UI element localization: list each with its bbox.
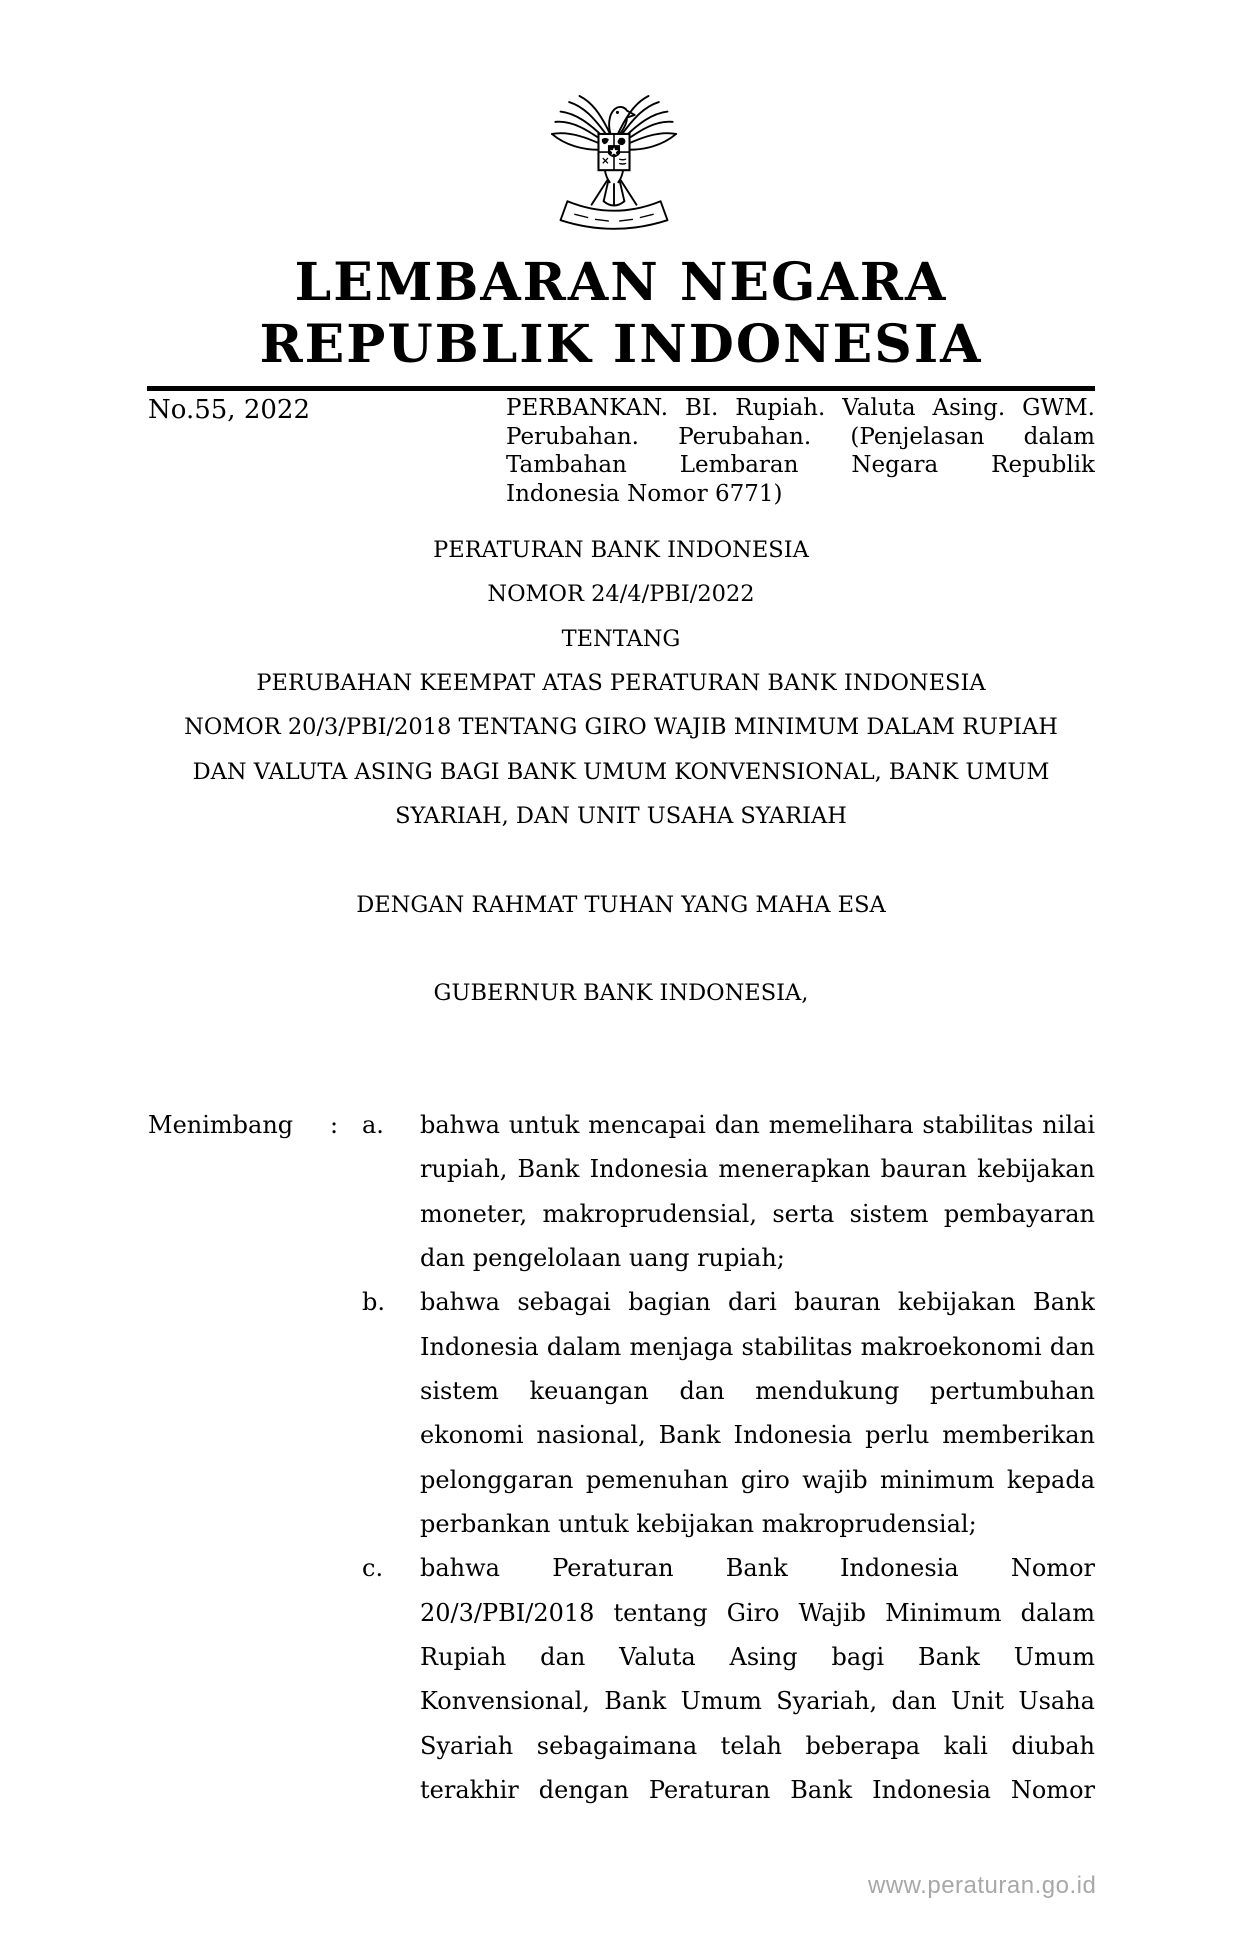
regulation-heading-block <box>147 528 1095 1016</box>
considerations-list <box>362 1103 1095 1812</box>
gazette-title-line1: LEMBARAN NEGARA <box>294 252 948 313</box>
regulation-title-line: PERUBAHAN KEEMPAT ATAS PERATURAN BANK INDONESIA <box>256 669 986 696</box>
consideration-item-b <box>362 1280 1095 1546</box>
consideration-item-c <box>362 1546 1095 1812</box>
item-text <box>420 1546 1095 1812</box>
spacer <box>147 838 1095 882</box>
gazette-masthead <box>147 252 1095 376</box>
subject-line: Perubahan. Perubahan. (Penjelasan dalam <box>506 423 1095 450</box>
consideration-line: Syariah sebagaimana telah beberapa kali diubah <box>420 1731 1095 1760</box>
considerations-colon: : <box>330 1111 339 1139</box>
item-letter: a. <box>362 1111 384 1139</box>
consideration-line: bahwa sebagai bagian dari bauran kebijakan Bank <box>420 1288 1095 1317</box>
footer-website: www.peraturan.go.id <box>868 1872 1097 1899</box>
consideration-line: terakhir dengan Peraturan Bank Indonesia Nomor <box>420 1775 1095 1804</box>
regulation-number: NOMOR 24/4/PBI/2022 <box>487 581 755 608</box>
item-letter: c. <box>362 1554 384 1583</box>
subject-line: Indonesia Nomor 6771) <box>506 480 783 507</box>
consideration-line: pelonggaran pemenuhan giro wajib minimum kepada <box>420 1465 1095 1494</box>
item-text <box>420 1280 1095 1546</box>
consideration-line: Konvensional, Bank Umum Syariah, dan Unit Usaha <box>420 1687 1095 1716</box>
invocation-line: DENGAN RAHMAT TUHAN YANG MAHA ESA <box>356 891 886 918</box>
regulation-about-word: TENTANG <box>561 625 681 652</box>
regulation-type: PERATURAN BANK INDONESIA <box>433 537 809 563</box>
subject-line: PERBANKAN. BI. Rupiah. Valuta Asing. GWM. <box>506 395 1095 421</box>
consideration-line: dan pengelolaan uang rupiah; <box>420 1243 785 1272</box>
consideration-item-a <box>362 1103 1095 1280</box>
considerations-label: Menimbang <box>148 1111 294 1139</box>
subject-abstract <box>506 394 1095 508</box>
consideration-line: rupiah, Bank Indonesia menerapkan bauran kebijakan <box>420 1155 1095 1184</box>
consideration-line: 20/3/PBI/2018 tentang Giro Wajib Minimum dalam <box>420 1598 1095 1627</box>
garuda-icon <box>545 84 683 246</box>
masthead-divider-rule <box>147 386 1095 391</box>
consideration-line: Indonesia dalam menjaga stabilitas makroekonomi dan <box>420 1332 1095 1361</box>
consideration-line: bahwa Peraturan Bank Indonesia Nomor <box>420 1554 1095 1583</box>
consideration-line: bahwa untuk mencapai dan memelihara stabilitas nilai <box>420 1111 1095 1139</box>
subject-line: Tambahan Lembaran Negara Republik <box>506 452 1095 479</box>
consideration-line: sistem keuangan dan mendukung pertumbuhan <box>420 1376 1095 1405</box>
edition-number: No.55, 2022 <box>148 395 310 425</box>
garuda-pancasila-emblem <box>545 84 683 246</box>
consideration-line: Rupiah dan Valuta Asing bagi Bank Umum <box>420 1642 1095 1671</box>
item-text <box>420 1103 1095 1280</box>
spacer <box>147 927 1095 971</box>
regulation-title-line: SYARIAH, DAN UNIT USAHA SYARIAH <box>395 802 847 829</box>
consideration-line: perbankan untuk kebijakan makroprudensial; <box>420 1509 977 1538</box>
consideration-line: ekonomi nasional, Bank Indonesia perlu memberikan <box>420 1421 1095 1450</box>
item-letter: b. <box>362 1288 385 1317</box>
regulation-title-line: NOMOR 20/3/PBI/2018 TENTANG GIRO WAJIB MINIMUM DALAM RUPIAH <box>184 714 1058 741</box>
regulation-title-line: DAN VALUTA ASING BAGI BANK UMUM KONVENSIONAL, BANK UMUM <box>192 758 1050 785</box>
gazette-title-line2: REPUBLIK INDONESIA <box>259 314 983 375</box>
consideration-line: moneter, makroprudensial, serta sistem pembayaran <box>420 1199 1095 1228</box>
issuer-line: GUBERNUR BANK INDONESIA, <box>433 980 809 1007</box>
